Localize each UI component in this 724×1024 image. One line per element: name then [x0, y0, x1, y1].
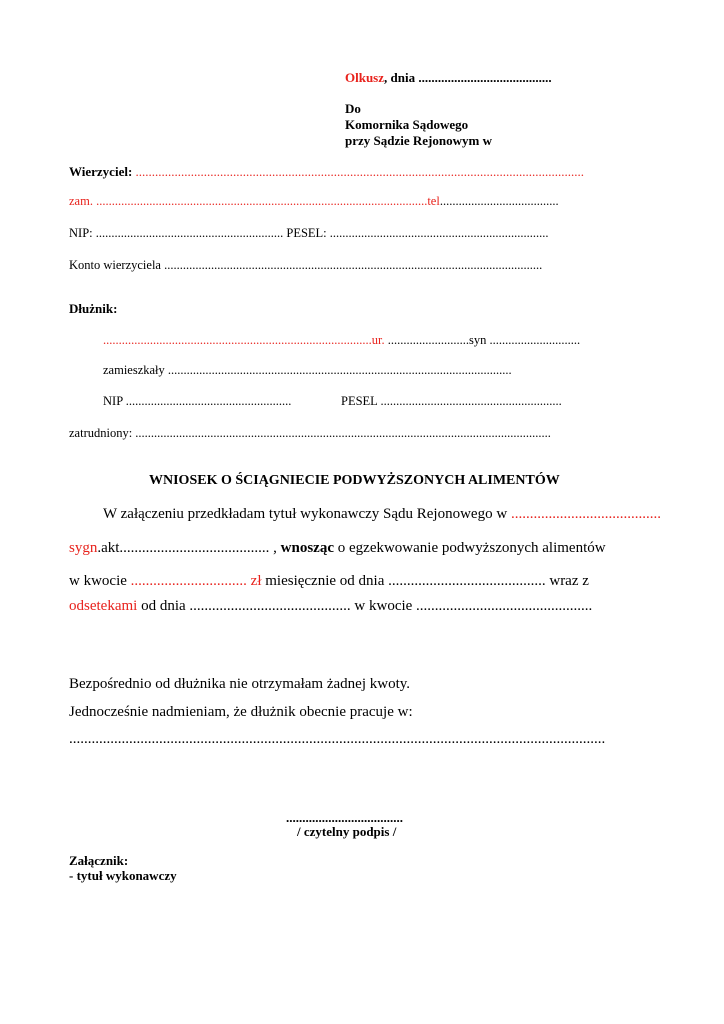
request-verb: wnosząc — [280, 540, 334, 556]
paragraph-2 — [69, 540, 606, 557]
debtor-label: Dłużnik: — [69, 301, 118, 316]
paragraph-5: Bezpośrednio od dłużnika nie otrzymałam żadnej kwoty. — [69, 676, 411, 692]
attachment-item: - tytuł wykonawczy — [69, 868, 177, 883]
case-sygn-label: sygn — [69, 540, 98, 556]
city-name: Olkusz — [345, 70, 385, 85]
date-field: , dnia ......................................... — [384, 70, 552, 85]
debtor-born-label: ur. — [371, 333, 385, 347]
creditor-tel-label: tel — [427, 194, 440, 208]
paragraph-3 — [69, 573, 589, 590]
place-date-line — [345, 70, 552, 86]
debtor-pesel-field[interactable]: PESEL .......................................................... — [341, 394, 562, 408]
attachment-label: Załącznik: — [69, 853, 129, 868]
debtor-born-field[interactable]: .......................... — [384, 333, 469, 347]
addressee-line-1: Do — [345, 101, 361, 116]
debtor-employment-line[interactable]: zatrudniony: ..................................................................................................................................... — [69, 426, 551, 440]
debtor-name-field[interactable]: ...................................................................................... — [103, 333, 372, 347]
document-title: WNIOSEK O ŚCIĄGNIECIE PODWYŻSZONYCH ALIMENTÓW — [149, 473, 560, 488]
addressee-line-3: przy Sądzie Rejonowym w — [345, 133, 492, 148]
addressee-line-2: Komornika Sądowego — [345, 117, 469, 132]
debtor-son-field[interactable]: syn ............................. — [468, 333, 581, 347]
creditor-nip-pesel-line[interactable]: NIP: ............................................................ PESEL: ...................................................................... — [69, 226, 549, 240]
creditor-account-line[interactable]: Konto wierzyciela ......................................................................................................................... — [69, 258, 543, 272]
amount-label: w kwocie — [69, 573, 131, 589]
creditor-name-field[interactable]: .......................................................................................................................................... — [135, 164, 585, 179]
creditor-tel-field[interactable]: ...................................... — [439, 194, 559, 208]
currency-label: zł — [246, 573, 262, 589]
creditor-label: Wierzyciel: — [69, 164, 133, 179]
interest-label: odsetekami — [69, 598, 138, 614]
debtor-name-line — [103, 333, 580, 348]
signature-label: / czytelny podpis / — [297, 824, 397, 839]
court-name-field[interactable]: ........................................ — [510, 506, 661, 522]
creditor-address-line — [69, 194, 559, 209]
creditor-address-label: zam. — [69, 194, 93, 208]
paragraph-4 — [69, 598, 592, 615]
amount-field[interactable]: ............................... — [130, 573, 247, 589]
paragraph-1-text: W załączeniu przedkładam tytuł wykonawczy Sądu Rejonowego w — [103, 506, 511, 522]
interest-fields[interactable]: od dnia ........................................... w kwocie ............................................... — [137, 598, 593, 614]
signature-field[interactable]: .................................... — [286, 810, 403, 825]
debtor-address-line[interactable]: zamieszkały .............................................................................................................. — [103, 363, 512, 377]
paragraph-6: Jednocześnie nadmieniam, że dłużnik obecnie pracuje w: — [69, 704, 413, 720]
creditor-line — [69, 164, 584, 180]
debtor-nip-field[interactable]: NIP ..................................................... — [103, 394, 292, 408]
creditor-address-field[interactable]: .......................................................................................................... — [96, 194, 428, 208]
paragraph-1 — [103, 506, 661, 523]
employer-field[interactable]: ............................................................................................................................................... — [69, 731, 606, 747]
paragraph-2-text: o egzekwowanie podwyższonych alimentów — [334, 540, 606, 556]
case-number-field[interactable]: .akt........................................ , — [97, 540, 281, 556]
from-date-field[interactable]: miesięcznie od dnia .......................................... wraz z — [261, 573, 589, 589]
